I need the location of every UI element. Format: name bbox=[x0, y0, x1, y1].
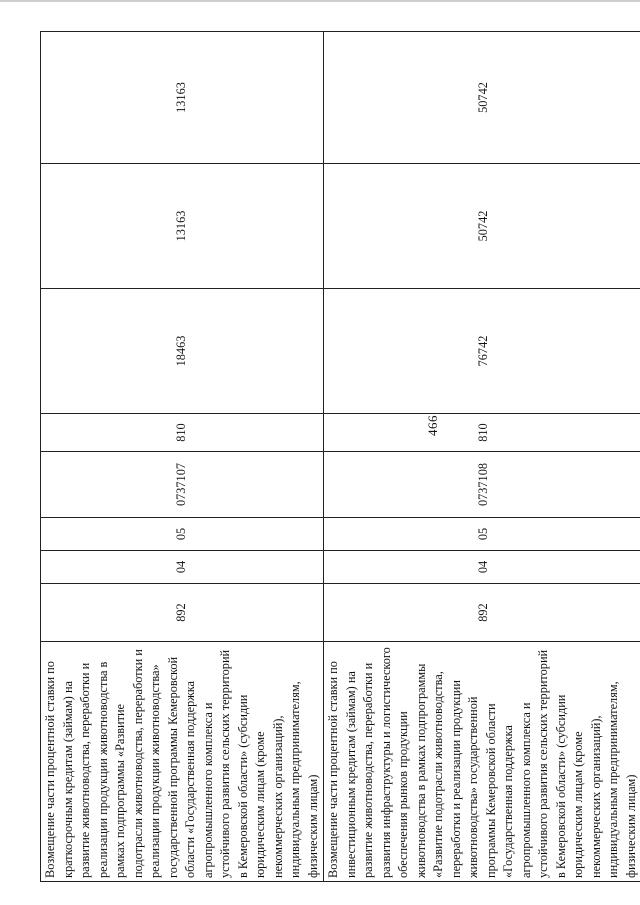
table-row bbox=[324, 32, 640, 882]
ministry-code: 892 bbox=[324, 584, 640, 642]
amount-cell-1: 76742 bbox=[324, 289, 640, 414]
target-article-code: 0737107 bbox=[41, 452, 324, 518]
table-row bbox=[41, 32, 324, 882]
target-article-code: 0737108 bbox=[324, 452, 640, 518]
amount-cell-3: 13163 bbox=[41, 32, 324, 164]
expense-type-code: 810 bbox=[324, 414, 640, 452]
section-code: 04 bbox=[324, 551, 640, 584]
rotated-table-container bbox=[40, 32, 638, 882]
row-description-cell bbox=[324, 642, 640, 882]
section-code: 04 bbox=[41, 551, 324, 584]
row-description: Возмещение части процентной ставки по инвестиционным кредитам (займам) на развитие животноводства, переработки и развития инфраструктуры и логистического обеспечения рынков продукции животноводства в рамках подпрограммы «Развитие подотрасли животноводства, переработки и реализации продукции животноводства» государственной программы Кемеровской области «Государственная поддержка агропромышленного комплекса и устойчивого развития сельских территорий в Кемеровской области» (субсидии юридическим лицам (кроме некоммерческих организаций), индивидуальным предпринимателям, физическим лицам) bbox=[326, 647, 638, 878]
scan-edge bbox=[0, 0, 640, 2]
amount-cell-3: 50742 bbox=[324, 32, 640, 164]
page-number: 466 bbox=[425, 415, 440, 436]
amount-cell-1: 18463 bbox=[41, 289, 324, 414]
ministry-code: 892 bbox=[41, 584, 324, 642]
expense-type-code: 810 bbox=[41, 414, 324, 452]
budget-table bbox=[40, 31, 640, 882]
amount-cell-2: 50742 bbox=[324, 164, 640, 289]
amount-cell-2: 13163 bbox=[41, 164, 324, 289]
subsection-code: 05 bbox=[41, 518, 324, 551]
row-description: Возмещение части процентной ставки по краткосрочным кредитам (займам) на развитие животноводства, переработки и реализации продукции животноводства в рамках подпрограммы «Развитие подотрасли животноводства, переработки и реализации продукции животноводства» государственной программы Кемеровской области «Государственная поддержка агропромышленного комплекса и устойчивого развития сельских территорий в Кемеровской области» (субсидии юридическим лицам (кроме некоммерческих организаций), индивидуальным предпринимателям, физическим лицам) bbox=[43, 649, 320, 878]
row-description-cell bbox=[41, 642, 324, 882]
subsection-code: 05 bbox=[324, 518, 640, 551]
